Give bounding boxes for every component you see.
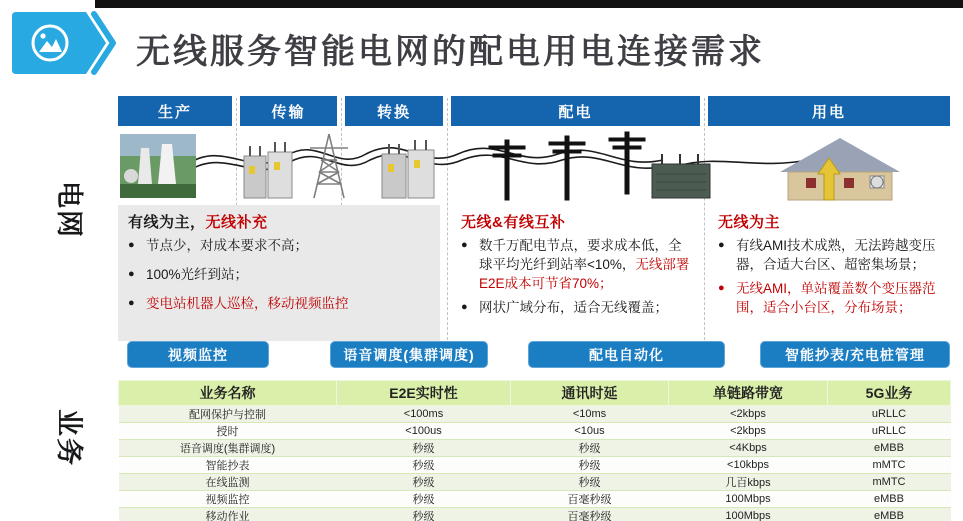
bullet-dot: ● xyxy=(718,239,725,251)
bullet-text xyxy=(146,236,308,255)
button-distribution-automation: 配电自动化 xyxy=(528,341,725,368)
col-header-e2e-realtime: E2E实时性 xyxy=(337,381,511,406)
table-header-row xyxy=(119,381,951,406)
bullet-item xyxy=(461,236,691,293)
cell-latency: 秒级 xyxy=(511,440,669,457)
cell-service-name: 配网保护与控制 xyxy=(119,406,337,423)
cell-bandwidth: 100Mbps xyxy=(669,491,828,508)
cell-latency: 百毫秒级 xyxy=(511,508,669,521)
cell-bandwidth: <4Kbps xyxy=(669,440,828,457)
cell-latency: <10ms xyxy=(511,406,669,423)
text-segment: 无线部署E2E成本可节省70%； xyxy=(479,257,690,292)
bullet-text xyxy=(479,298,668,317)
table-row xyxy=(119,474,951,491)
bullet-text xyxy=(736,279,940,317)
cell-e2e: 秒级 xyxy=(337,508,511,521)
bullet-dot: ● xyxy=(461,239,468,251)
cell-e2e: <100ms xyxy=(337,406,511,423)
panel-distribution xyxy=(451,205,701,341)
cell-bandwidth: <10kbps xyxy=(669,457,828,474)
stage-distribution: 配电 xyxy=(451,96,700,126)
panel-heading xyxy=(718,211,940,232)
transmission-tower-icon xyxy=(310,134,348,198)
col-header-comm-latency: 通讯时延 xyxy=(511,381,669,406)
cell-bandwidth: 100Mbps xyxy=(669,508,828,521)
cell-e2e: <100us xyxy=(337,423,511,440)
side-label-power-grid: 电网 xyxy=(54,181,85,239)
table-row xyxy=(119,423,951,440)
stage-transmission: 传输 xyxy=(240,96,337,126)
picture-icon xyxy=(10,8,122,78)
cell-service-name: 语音调度(集群调度) xyxy=(119,440,337,457)
cell-5g: eMBB xyxy=(828,491,951,508)
cell-bandwidth: <2kbps xyxy=(669,423,828,440)
heading-segment: 有线为主， xyxy=(128,214,206,231)
text-segment: 数千万配电节点，要求成本低，全球平均光纤到站率<10%， xyxy=(479,238,682,273)
cell-latency: 百毫秒级 xyxy=(511,491,669,508)
cell-5g: mMTC xyxy=(828,474,951,491)
house-icon xyxy=(780,138,900,200)
cell-e2e: 秒级 xyxy=(337,491,511,508)
text-segment: 有线AMI技术成熟，无法跨越变压器，合适大台区、超密集场景； xyxy=(736,238,936,273)
bullet-item xyxy=(128,265,430,284)
substation-icon xyxy=(382,140,434,198)
bullet-text xyxy=(146,294,349,313)
cell-latency: 秒级 xyxy=(511,457,669,474)
cell-latency: <10us xyxy=(511,423,669,440)
cell-e2e: 秒级 xyxy=(337,457,511,474)
bullet-item xyxy=(718,236,940,274)
panel-production-transmission xyxy=(118,205,440,341)
table-row xyxy=(119,406,951,423)
cell-bandwidth: <2kbps xyxy=(669,406,828,423)
heading-segment: 无线补充 xyxy=(205,214,268,231)
heading-segment: 无线为主 xyxy=(718,214,781,231)
utility-poles-icon xyxy=(489,132,645,200)
panel-heading xyxy=(128,211,430,232)
cell-5g: uRLLC xyxy=(828,406,951,423)
text-segment: 100%光纤到站； xyxy=(146,267,249,283)
bullet-text xyxy=(479,236,691,293)
cell-bandwidth: 几百kbps xyxy=(669,474,828,491)
bullet-item xyxy=(461,298,691,317)
cell-service-name: 视频监控 xyxy=(119,491,337,508)
panel-consumption xyxy=(708,205,950,341)
cell-service-name: 授时 xyxy=(119,423,337,440)
text-segment: 变电站机器人巡检，移动视频监控 xyxy=(146,296,349,312)
table-row xyxy=(119,491,951,508)
text-segment: 网状广域分布，适合无线覆盖； xyxy=(479,300,668,316)
heading-segment: 无线&有线互补 xyxy=(461,214,566,231)
power-grid-illustration xyxy=(118,126,950,203)
stage-conversion: 转换 xyxy=(345,96,443,126)
cell-service-name: 在线监测 xyxy=(119,474,337,491)
button-smart-metering: 智能抄表/充电桩管理 xyxy=(760,341,950,368)
service-requirements-table xyxy=(118,380,951,521)
bullet-text xyxy=(146,265,248,284)
bullet-text xyxy=(736,236,940,274)
cell-latency: 秒级 xyxy=(511,474,669,491)
cell-e2e: 秒级 xyxy=(337,440,511,457)
col-header-5g-service: 5G业务 xyxy=(828,381,951,406)
col-header-link-bandwidth: 单链路带宽 xyxy=(669,381,828,406)
substation-icon xyxy=(244,142,292,198)
text-segment: 节点少，对成本要求不高； xyxy=(146,238,308,253)
bullet-dot: ● xyxy=(128,239,135,251)
stage-production: 生产 xyxy=(118,96,232,126)
cell-5g: eMBB xyxy=(828,440,951,457)
cell-service-name: 移动作业 xyxy=(119,508,337,521)
col-header-service-name: 业务名称 xyxy=(119,381,337,406)
cell-5g: uRLLC xyxy=(828,423,951,440)
bullet-item xyxy=(128,236,430,255)
cell-service-name: 智能抄表 xyxy=(119,457,337,474)
cell-5g: mMTC xyxy=(828,457,951,474)
button-video-surveillance: 视频监控 xyxy=(127,341,269,368)
page-title: 无线服务智能电网的配电用电连接需求 xyxy=(136,33,765,71)
side-label-business: 业务 xyxy=(54,409,85,467)
text-segment: 无线AMI，单站覆盖数个变压器范围，适合小台区，分布场景； xyxy=(736,281,936,316)
button-voice-dispatch: 语音调度(集群调度) xyxy=(330,341,488,368)
stage-consumption: 用电 xyxy=(708,96,950,126)
bullet-dot: ● xyxy=(718,282,725,295)
top-black-strip xyxy=(95,0,963,8)
bullet-item xyxy=(718,279,940,317)
bullet-dot: ● xyxy=(128,297,135,310)
table-row xyxy=(119,457,951,474)
power-plant-image xyxy=(120,134,196,198)
panel-heading xyxy=(461,211,691,232)
bullet-dot: ● xyxy=(461,301,468,314)
bullet-dot: ● xyxy=(128,268,135,281)
table-row xyxy=(119,440,951,457)
cell-e2e: 秒级 xyxy=(337,474,511,491)
table-row xyxy=(119,508,951,521)
cell-5g: eMBB xyxy=(828,508,951,521)
bullet-item xyxy=(128,294,430,313)
